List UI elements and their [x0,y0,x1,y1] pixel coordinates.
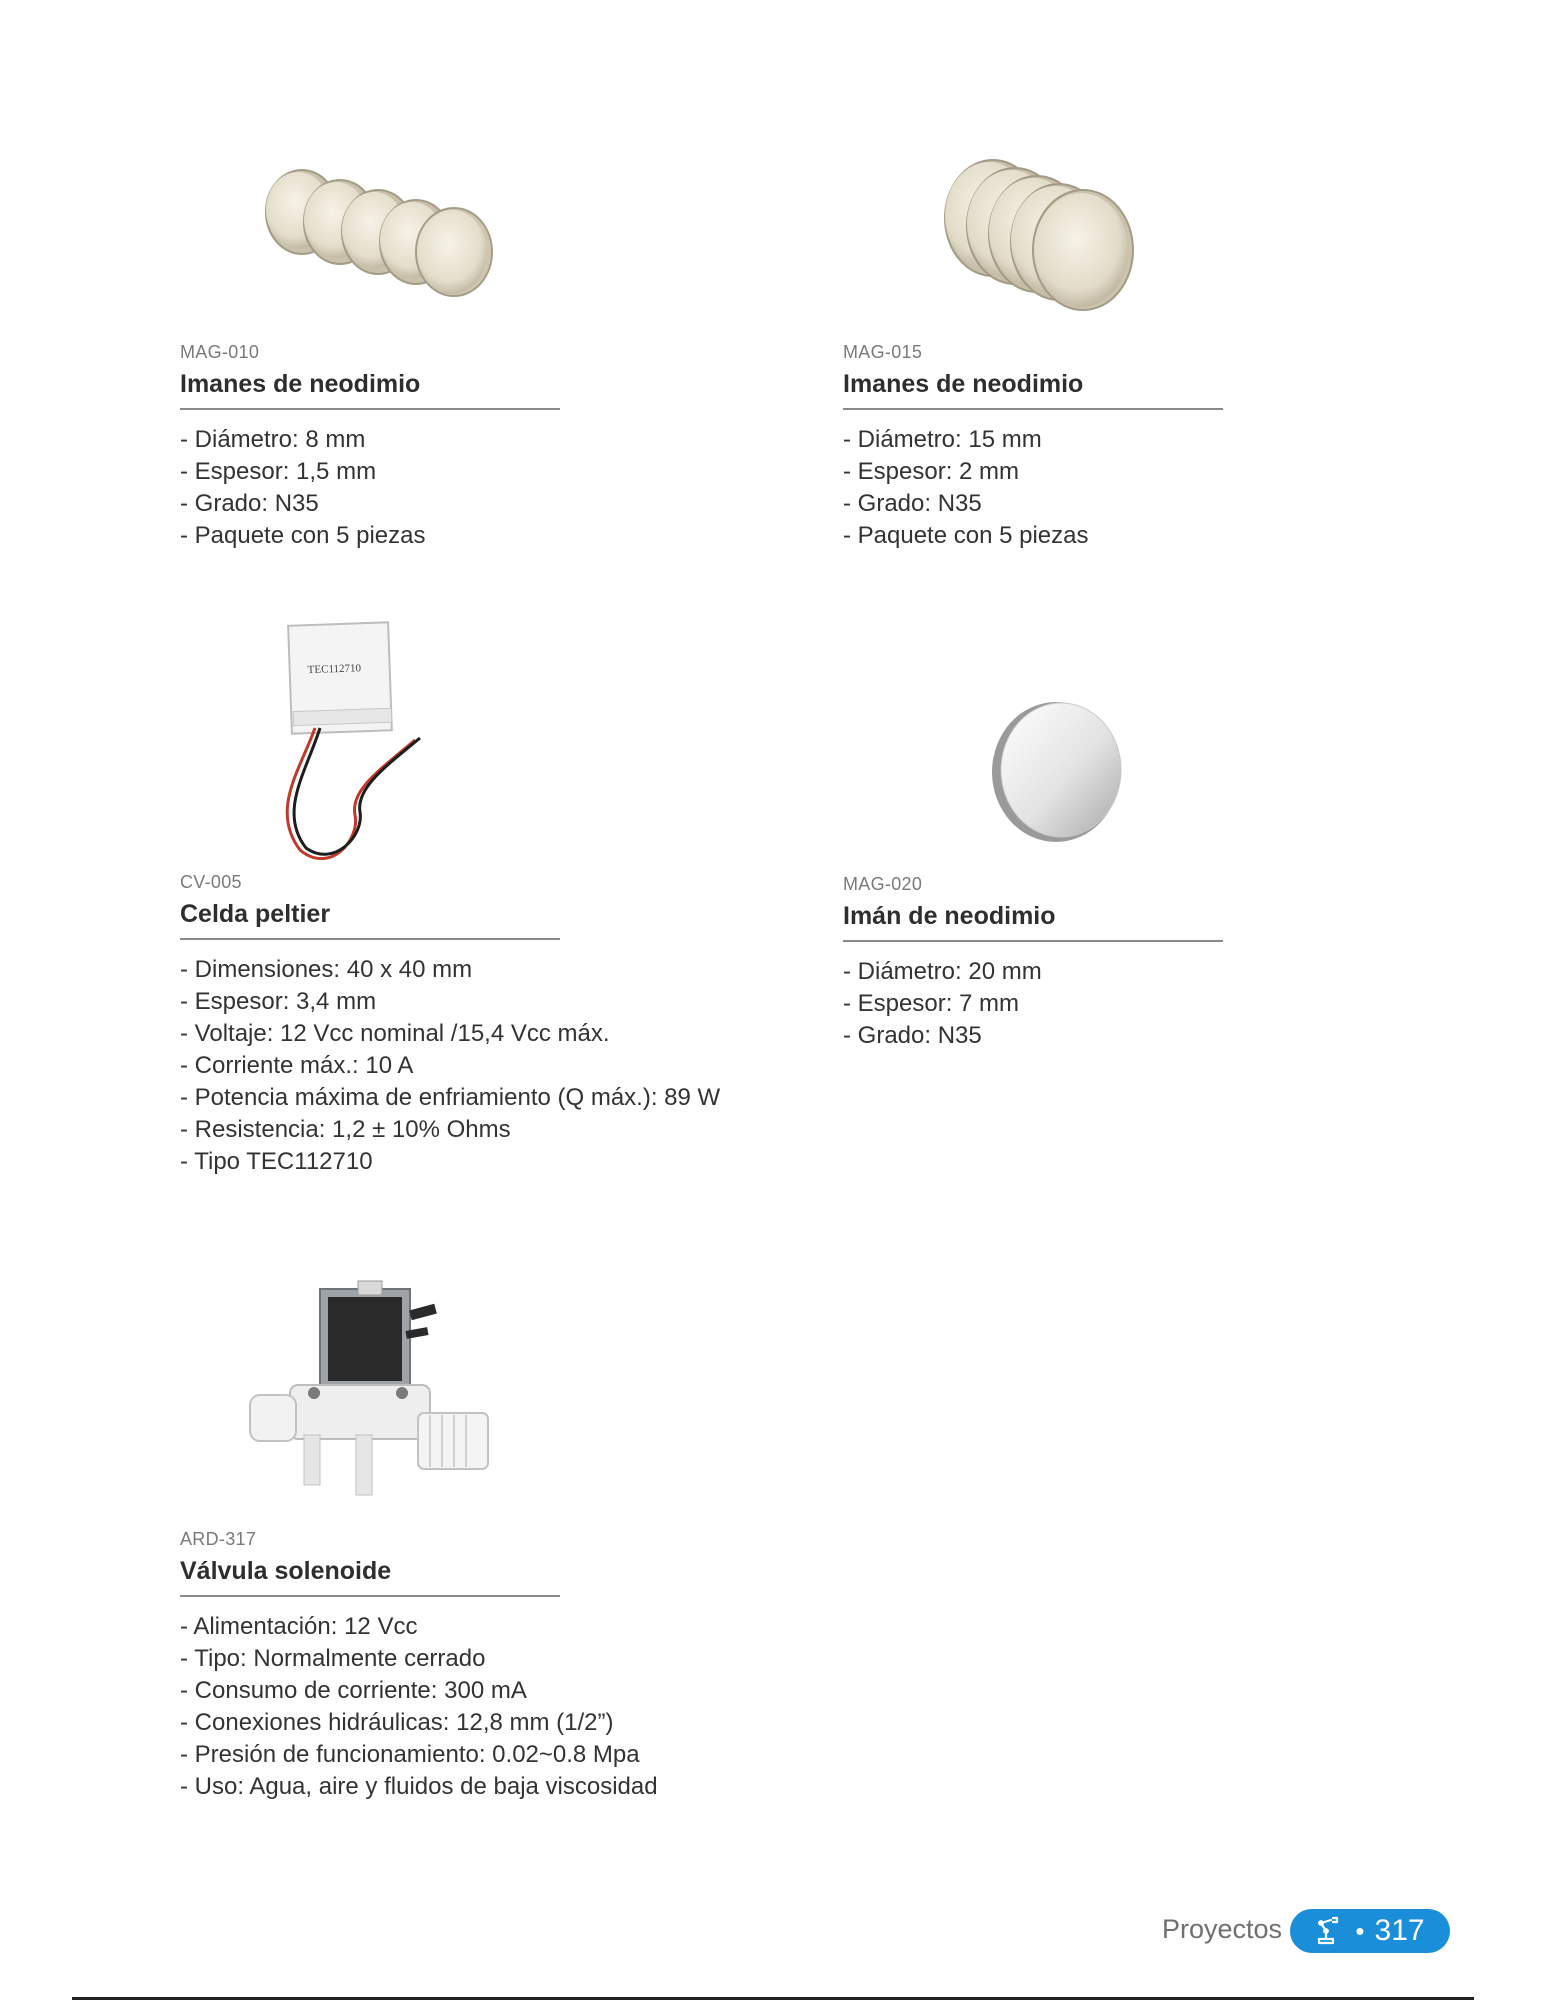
product-code: CV-005 [180,872,242,892]
product-image [180,1275,560,1527]
spec-list [180,424,780,552]
product-image [180,620,560,870]
divider [843,940,1223,942]
spec-item: - Resistencia: 1,2 ± 10% Ohms [180,1116,511,1143]
spec-item: - Diámetro: 20 mm [843,958,1042,985]
page-number-badge [1290,1909,1450,1953]
page-number: 317 [1374,1914,1425,1947]
spec-item: - Grado: N35 [843,490,982,517]
spec-item: - Alimentación: 12 Vcc [180,1613,418,1640]
spec-item: - Corriente máx.: 10 A [180,1052,414,1079]
divider [843,408,1223,410]
spec-item: - Espesor: 3,4 mm [180,988,377,1015]
spec-item: - Paquete con 5 piezas [180,522,426,549]
product-title: Imán de neodimio [843,902,1056,930]
single-magnet-image [843,690,1223,872]
product-card-cv-005 [180,620,780,1178]
product-image [843,140,1223,340]
separator: • [1355,1916,1365,1946]
spec-item: - Diámetro: 8 mm [180,426,366,453]
spec-list [180,954,780,1178]
divider [180,408,560,410]
spec-item: - Tipo: Normalmente cerrado [180,1645,486,1672]
divider [180,938,560,940]
product-card-mag-010 [180,140,780,552]
footer-section-label: Proyectos [1162,1914,1283,1944]
divider [180,1595,560,1597]
spec-list [843,956,1443,1052]
peltier-cell-image [180,620,560,870]
spec-item: - Dimensiones: 40 x 40 mm [180,956,473,983]
spec-item: - Paquete con 5 piezas [843,522,1089,549]
product-title: Imanes de neodimio [180,370,421,398]
product-card-mag-020 [843,690,1443,1052]
spec-list [843,424,1443,552]
product-code: MAG-015 [843,342,923,362]
product-image [180,140,560,340]
spec-item: - Voltaje: 12 Vcc nominal /15,4 Vcc máx. [180,1020,610,1047]
product-image [843,690,1223,872]
product-title: Válvula solenoide [180,1557,392,1585]
spec-item: - Potencia máxima de enfriamiento (Q máx.): 89 W [180,1084,721,1111]
spec-item: - Conexiones hidráulicas: 12,8 mm (1/2”) [180,1709,614,1736]
magnet-stack-small-image [180,140,560,340]
magnet-stack-large-image [843,140,1223,340]
spec-item: - Grado: N35 [843,1022,982,1049]
product-title: Celda peltier [180,900,331,928]
peltier-label: TEC112710 [307,662,362,677]
product-card-mag-015 [843,140,1443,552]
product-code: ARD-317 [180,1529,257,1549]
product-code: MAG-020 [843,874,923,894]
robot-arm-icon [1315,1916,1345,1946]
spec-item: - Tipo TEC112710 [180,1148,373,1175]
spec-item: - Grado: N35 [180,490,319,517]
spec-item: - Presión de funcionamiento: 0.02~0.8 Mpa [180,1741,640,1768]
product-code: MAG-010 [180,342,260,362]
spec-item: - Espesor: 1,5 mm [180,458,377,485]
spec-item: - Diámetro: 15 mm [843,426,1042,453]
spec-item: - Uso: Agua, aire y fluidos de baja viscosidad [180,1773,658,1800]
spec-item: - Espesor: 2 mm [843,458,1020,485]
solenoid-valve-image [180,1275,560,1527]
spec-item: - Consumo de corriente: 300 mA [180,1677,527,1704]
spec-item: - Espesor: 7 mm [843,990,1020,1017]
product-card-ard-317 [180,1275,780,1803]
spec-list [180,1611,780,1803]
product-title: Imanes de neodimio [843,370,1084,398]
